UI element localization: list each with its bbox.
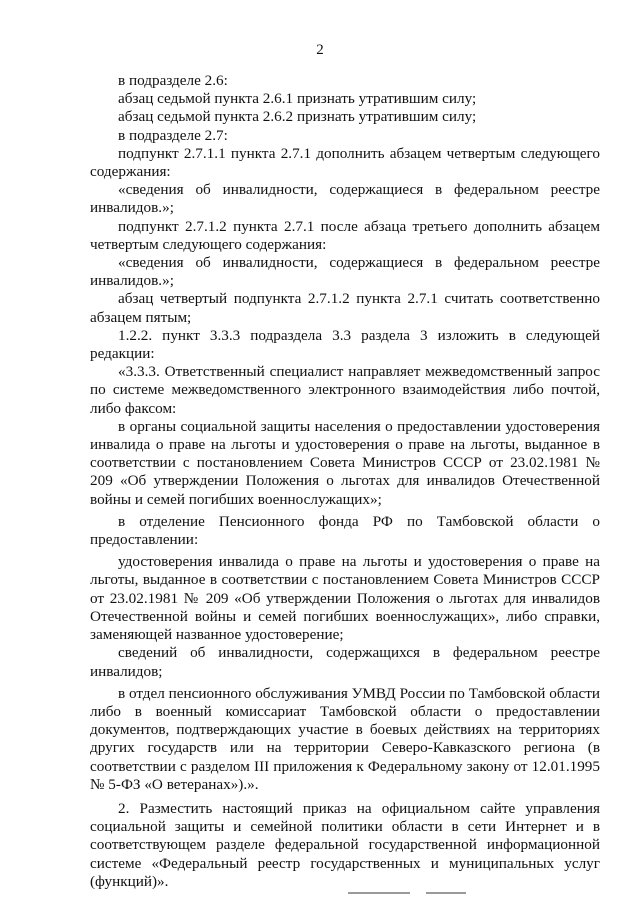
paragraph-umvd: в отдел пенсионного обслуживания УМВД России по Тамбовской области либо в военный комиссариат Тамбовской области о предоставлении документов, подтверждающих участие в боевых действиях на территориях других государств или на территории Северо-Кавказского региона (в соответствии с разделом III приложения к Федеральному закону от 12.01.1995 № 5-ФЗ «О ветеранах»).». bbox=[90, 684, 600, 793]
paragraph-2-7-1-1: подпункт 2.7.1.1 пункта 2.7.1 дополнить абзацем четвертым следующего содержания: bbox=[90, 144, 600, 181]
paragraph-2-7-1-2: подпункт 2.7.1.2 пункта 2.7.1 после абзаца третьего дополнить абзацем четвертым следующего содержания: bbox=[90, 217, 600, 253]
scan-artifact-marks bbox=[348, 892, 488, 895]
paragraph-2-6-2: абзац седьмой пункта 2.6.2 признать утратившим силу; bbox=[118, 108, 477, 126]
paragraph-3-3-3: «3.3.3. Ответственный специалист направляет межведомственный запрос по системе межведомственного электронного взаимодействия либо почтой, либо факсом: bbox=[90, 363, 600, 417]
paragraph-2-6-1: абзац седьмой пункта 2.6.1 признать утратившим силу; bbox=[118, 90, 477, 108]
paragraph-1-2-2: 1.2.2. пункт 3.3.3 подраздела 3.3 раздела 3 изложить в следующей редакции: bbox=[90, 326, 600, 363]
paragraph-pension-fund: в отделение Пенсионного фонда РФ по Тамбовской области о предоставлении: bbox=[90, 512, 600, 549]
paragraph-certificates: удостоверения инвалида о праве на льготы и удостоверения о праве на льготы, выданное в соответствии с постановлением Совета Министров СССР от 23.02.1981 № 209 «Об утверждении Положения о льготах для инвалидов Отечественной войны и семей погибших военнослужащих», либо справки, заменяющей названное удостоверение; bbox=[90, 553, 600, 644]
paragraph-quote-1: «сведения об инвалидности, содержащиеся в федеральном реестре инвалидов.»; bbox=[90, 181, 600, 217]
page-number: 2 bbox=[316, 42, 324, 58]
paragraph-fourth-abzac: абзац четвертый подпункта 2.7.1.2 пункта 2.7.1 считать соответственно абзацем пятым; bbox=[90, 290, 600, 326]
paragraph-disability-info: сведений об инвалидности, содержащихся в федеральном реестре инвалидов; bbox=[90, 644, 600, 680]
paragraph-subsection-2-7: в подразделе 2.7: bbox=[118, 126, 228, 144]
paragraph-subsection-2-6: в подразделе 2.6: bbox=[118, 72, 228, 89]
paragraph-quote-2: «сведения об инвалидности, содержащиеся в федеральном реестре инвалидов.»; bbox=[90, 254, 600, 290]
paragraph-2-publish: 2. Разместить настоящий приказ на официальном сайте управления социальной защиты и семейной политики области в сети Интернет и в соответствующем разделе федеральной государственной информационной системе «Федеральный реестр государственных и муниципальных услуг (функций)». bbox=[90, 799, 600, 890]
document-body bbox=[90, 72, 600, 891]
paragraph-social-protection: в органы социальной защиты населения о предоставлении удостоверения инвалида о праве на льготы и удостоверения о праве на льготы, выданное в соответствии с постановлением Совета Министров СССР от 23.02.1981 № 209 «Об утверждении Положения о льготах для инвалидов Отечественной войны и семей погибших военнослужащих»; bbox=[90, 417, 600, 508]
